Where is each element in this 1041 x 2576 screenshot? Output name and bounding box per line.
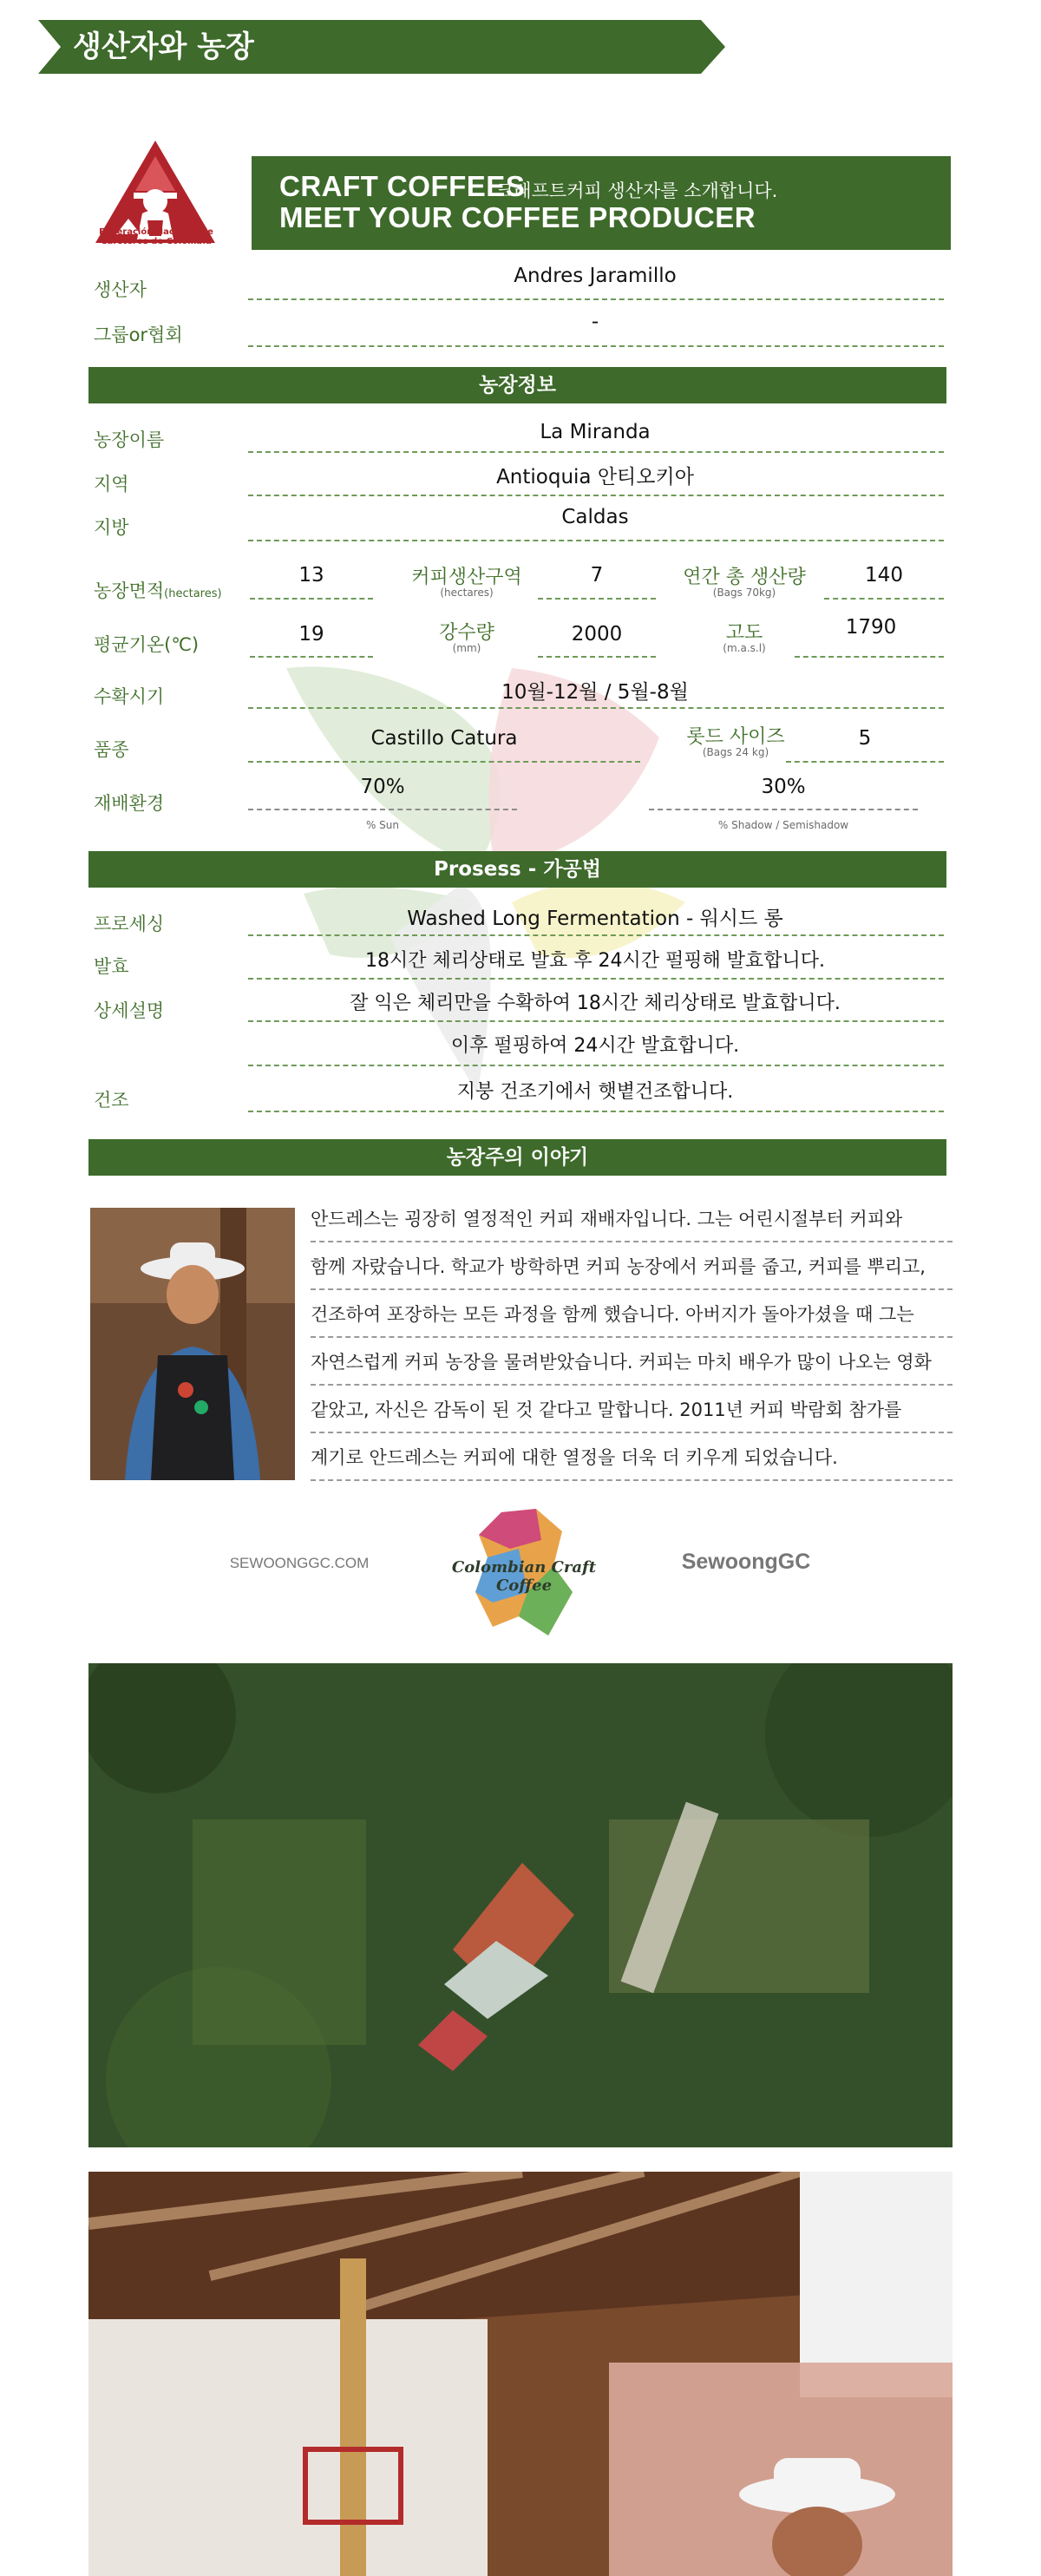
divider: [248, 451, 944, 453]
group-value: -: [591, 311, 599, 333]
altitude-unit: (m.a.s.l): [723, 642, 766, 654]
avg-temp-value: 19: [298, 623, 324, 646]
rainfall-label: 강수량: [439, 622, 494, 644]
annual-output-label: 연간 총 생산량: [683, 567, 806, 588]
page-title: 생산자와 농장: [73, 29, 254, 64]
shadow-caption: % Shadow / Semishadow: [717, 819, 849, 831]
divider: [248, 495, 944, 496]
story-bar: 농장주의 이야기: [88, 1139, 946, 1176]
farm-name-value: La Miranda: [540, 421, 651, 443]
processing-label: 프로세싱: [94, 914, 165, 934]
farm-info-bar: 농장정보: [88, 367, 946, 403]
variety-value: Castillo Catura: [370, 727, 518, 750]
story-line-5: 같았고, 자신은 감독이 된 것 같다고 말합니다. 2011년 커피 박람회 참가를: [311, 1399, 902, 1420]
story-line-1: 안드레스는 굉장히 열정적인 커피 재배자입니다. 그는 어린시절부터 커피와: [311, 1209, 903, 1229]
harvest-label: 수확시기: [94, 686, 165, 707]
divider: [248, 978, 944, 980]
badge-text: Colombian Craft Coffee: [451, 1558, 597, 1595]
divider: [250, 598, 373, 600]
craft-title-2: MEET YOUR COFFEE PRODUCER: [279, 201, 756, 233]
divider: [538, 656, 656, 658]
divider: [248, 707, 944, 709]
divider: [786, 761, 944, 763]
interior-photo: [88, 2172, 953, 2576]
environment-label: 재배환경: [94, 793, 165, 814]
processing-value: Washed Long Fermentation - 워시드 롱: [407, 908, 783, 930]
brand-text: SewoongGC: [681, 1550, 811, 1574]
divider: [248, 1065, 944, 1066]
farm-size-label: [94, 577, 222, 603]
harvest-value: 10월-12월 / 5월-8월: [501, 681, 689, 704]
altitude-label: 고도: [725, 622, 763, 644]
divider: [538, 598, 656, 600]
lot-size-label: 롯드 사이즈: [686, 726, 785, 748]
story-line-2: 함께 자랐습니다. 학교가 방학하면 커피 농장에서 커피를 줍고, 커피를 뿌리고,: [311, 1256, 926, 1277]
divider: [248, 1020, 944, 1022]
detail-label: 상세설명: [94, 1000, 165, 1021]
drying-value: 지붕 건조기에서 햇볕건조합니다.: [456, 1081, 734, 1103]
variety-label: 품종: [94, 739, 129, 760]
farm-size-label-text: 농장면적: [94, 580, 165, 601]
coffee-area-unit: (hectares): [440, 587, 494, 599]
logo-caption: [87, 227, 226, 246]
story-line-3: 건조하여 포장하는 모든 과정을 함께 했습니다. 아버지가 돌아가셨을 때 그는: [311, 1304, 914, 1325]
logo-line1: Federación Nacional de: [99, 227, 213, 237]
producer-photo: [90, 1208, 295, 1480]
process-bar: Prosess - 가공법: [88, 851, 946, 888]
region-label: 지역: [94, 474, 129, 495]
coffee-area-label: 커피생산구역: [411, 567, 522, 588]
divider: [248, 345, 944, 347]
fermentation-value: 18시간 체리상태로 발효 후 24시간 펄핑해 발효합니다.: [365, 950, 825, 972]
producer-label: 생산자: [94, 279, 147, 300]
divider: [824, 598, 944, 600]
drying-label: 건조: [94, 1090, 129, 1111]
divider: [248, 761, 640, 763]
lot-size-value: 5: [858, 727, 872, 750]
annual-output-unit: (Bags 70kg): [712, 587, 776, 599]
detail-line-1: 잘 익은 체리만을 수확하여 18시간 체리상태로 발효합니다.: [350, 993, 841, 1014]
group-label: 그룹or협회: [94, 324, 183, 345]
farm-size-value: 13: [298, 564, 324, 587]
shadow-value: 30%: [761, 776, 806, 798]
annual-output-value: 140: [865, 564, 903, 587]
detail-line-2: 이후 펄핑하여 24시간 발효합니다.: [450, 1035, 740, 1057]
divider: [311, 1241, 953, 1242]
region-value: Antioquia 안티오키아: [496, 466, 694, 488]
rainfall-value: 2000: [571, 623, 623, 646]
altitude-value: 1790: [845, 616, 897, 639]
craft-subtitle: 크래프트커피 생산자를 소개합니다.: [496, 180, 778, 201]
farm-size-unit: (hectares): [164, 587, 222, 600]
story-line-4: 자연스럽게 커피 농장을 물려받았습니다. 커피는 마치 배우가 많이 나오는 영화: [311, 1352, 932, 1373]
divider: [649, 809, 918, 810]
area-value: Caldas: [561, 506, 629, 528]
website-text: SEWOONGGC.COM: [229, 1555, 370, 1571]
divider: [248, 540, 944, 541]
divider: [248, 809, 517, 810]
sun-caption: % Sun: [365, 819, 400, 831]
story-line-6: 계기로 안드레스는 커피에 대한 열정을 더욱 더 키우게 되었습니다.: [311, 1447, 838, 1468]
divider: [795, 656, 944, 658]
logo-line2: Cafeteros de Colombia: [101, 237, 212, 246]
divider: [311, 1384, 953, 1386]
area-label: 지방: [94, 517, 129, 538]
divider: [250, 656, 373, 658]
lot-size-unit: (Bags 24 kg): [702, 746, 769, 758]
rainfall-unit: (mm): [452, 642, 481, 654]
aerial-farm-photo: [88, 1663, 953, 2147]
avg-temp-label: 평균기온(℃): [94, 634, 200, 655]
divider: [311, 1288, 953, 1290]
fermentation-label: 발효: [94, 956, 129, 977]
producer-value: Andres Jaramillo: [514, 265, 677, 287]
sun-value: 70%: [360, 776, 405, 798]
coffee-area-value: 7: [590, 564, 604, 587]
divider: [248, 298, 944, 300]
divider: [248, 934, 944, 936]
divider: [311, 1432, 953, 1433]
divider: [311, 1336, 953, 1338]
farm-name-label: 농장이름: [94, 429, 165, 450]
craft-title: CRAFT COFFEES: [279, 170, 526, 202]
divider: [248, 1111, 944, 1112]
divider: [311, 1479, 953, 1481]
